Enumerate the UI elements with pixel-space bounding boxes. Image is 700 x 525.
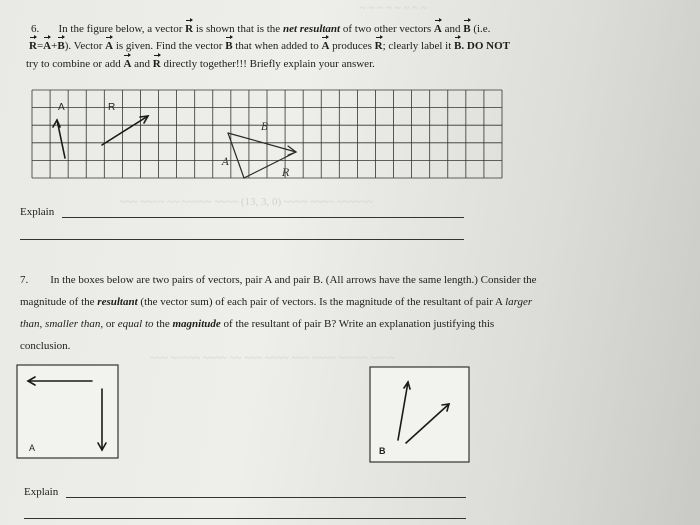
vector-A-symbol: A bbox=[321, 40, 330, 52]
q7-number: 7. bbox=[20, 274, 29, 286]
q7-answer-line-1[interactable] bbox=[66, 497, 466, 498]
q6-text: is shown that is the bbox=[195, 23, 281, 35]
box-A-label: A bbox=[29, 443, 36, 453]
q7-line-3 bbox=[20, 316, 494, 332]
q6-text: ). Vector bbox=[64, 40, 103, 52]
q7-emphasis: larger bbox=[505, 296, 533, 308]
q7-text: In the boxes below are two pairs of vectors, pair A and pair B. (All arrows have the same length.) Consider the bbox=[50, 274, 537, 286]
vector-B-symbol: B bbox=[225, 40, 233, 52]
arrowhead-icon bbox=[53, 120, 60, 127]
q6-line-3 bbox=[26, 56, 375, 72]
grid-label-A: A bbox=[58, 102, 65, 113]
vector-grid-figure bbox=[0, 80, 700, 280]
q7-emphasis: magnitude bbox=[172, 318, 221, 330]
q7-text: the bbox=[156, 318, 170, 330]
q7-text: of the resultant of pair B? Write an explanation justifying this bbox=[223, 318, 495, 330]
vector-A-symbol: A bbox=[43, 40, 52, 52]
q7-line-2 bbox=[20, 294, 532, 310]
q6-text: produces bbox=[332, 40, 372, 52]
q7-line-4: conclusion. bbox=[20, 340, 71, 352]
vector-B-symbol: B bbox=[454, 40, 462, 52]
vector-A-symbol: A bbox=[105, 40, 114, 52]
q7-text: (the vector sum) of each pair of vectors. Is the magnitude of the resultant of pair A bbox=[140, 296, 503, 308]
vector-A-symbol: A bbox=[123, 58, 132, 70]
bleed-through-text: ~~~ ~~~~ ~~ ~~~~~ ~~~~ (13, 3, 0) ~~~~ ~~~~ ~~~~~~ bbox=[120, 196, 373, 208]
bleed-through-text: ~~~ ~~~~~ ~~~~ ~~ ~~~ ~~~~ ~~~ ~~~~ ~~~~~ ~~~~ bbox=[150, 352, 395, 364]
vector-A-symbol: A bbox=[433, 23, 442, 35]
vector-R-symbol: R bbox=[29, 40, 37, 52]
q6-text: In the figure below, a vector bbox=[58, 23, 183, 35]
vector-B-symbol: B bbox=[57, 40, 65, 52]
handwritten-label-B: B bbox=[261, 122, 269, 133]
q6-line-1 bbox=[31, 21, 490, 37]
vector-box-B bbox=[369, 366, 471, 464]
q6-explain-label: Explain bbox=[20, 206, 55, 218]
q6-answer-line-2[interactable] bbox=[20, 239, 464, 240]
q6-text: and bbox=[444, 23, 461, 35]
q7-emphasis: resultant bbox=[97, 296, 138, 308]
do-not-warning: . DO NOT bbox=[461, 40, 510, 52]
q7-emphasis: than, smaller than, bbox=[20, 318, 104, 330]
q7-text: magnitude of the bbox=[20, 296, 95, 308]
q6-text: directly together!!! Briefly explain your answer. bbox=[163, 58, 375, 70]
q7-emphasis: equal to bbox=[117, 318, 154, 330]
plus-sign: + bbox=[51, 40, 58, 52]
q7-line-1 bbox=[20, 272, 537, 288]
vector-A-arrow bbox=[57, 120, 65, 158]
box-B-label: B bbox=[379, 446, 386, 456]
vector-R-arrow bbox=[102, 116, 148, 145]
vector-R-symbol: R bbox=[185, 23, 194, 35]
vector-R-symbol: R bbox=[374, 40, 383, 52]
q6-text: and bbox=[134, 58, 151, 70]
equals-sign: = bbox=[36, 40, 44, 52]
q7-answer-line-2[interactable] bbox=[24, 518, 466, 519]
drawn-vector-A bbox=[228, 133, 244, 178]
q6-line-2 bbox=[29, 38, 510, 54]
bleed-through-text: ~ ~ ~ ~ ~ ~ ~ ~ bbox=[360, 2, 427, 14]
q6-text: try to combine or add bbox=[26, 58, 121, 70]
vector-box-A bbox=[16, 364, 120, 460]
q7-text: or bbox=[105, 318, 116, 330]
q6-text: is given. Find the vector bbox=[115, 40, 223, 52]
vector-R-symbol: R bbox=[152, 58, 161, 70]
handwritten-label-A: A bbox=[222, 157, 230, 168]
q6-text: that when added to bbox=[235, 40, 319, 52]
q6-text: ; clearly label it bbox=[382, 40, 452, 52]
q6-text: (i.e. bbox=[473, 23, 491, 35]
grid-label-R: R bbox=[108, 102, 116, 113]
q6-number: 6. bbox=[31, 23, 40, 35]
q6-emphasis: net resultant bbox=[282, 23, 341, 35]
vector-B-symbol: B bbox=[463, 23, 471, 35]
q7-explain-label: Explain bbox=[24, 486, 59, 498]
handwritten-label-R: R bbox=[282, 168, 290, 179]
q6-text: of two other vectors bbox=[342, 23, 432, 35]
q6-answer-line-1[interactable] bbox=[62, 217, 464, 218]
